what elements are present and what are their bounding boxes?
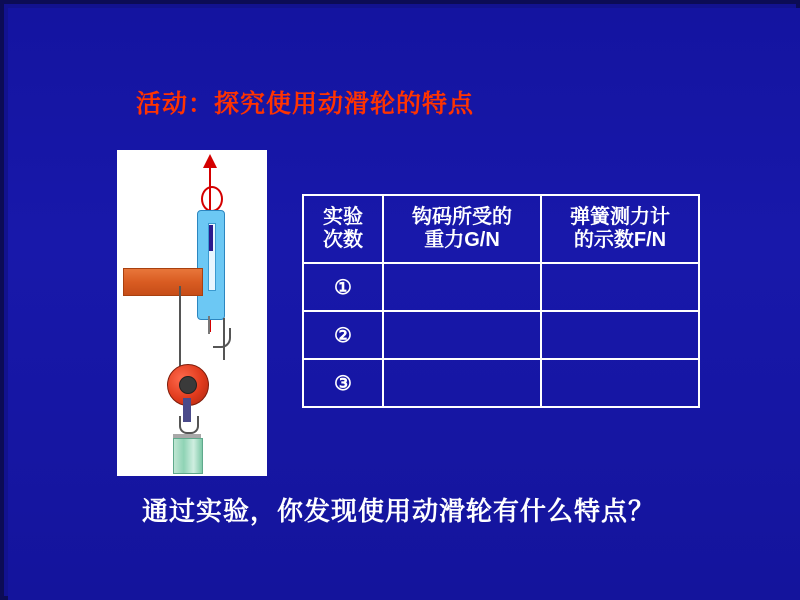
- scale-ring-icon: [201, 186, 223, 212]
- experiment-table: [302, 194, 700, 408]
- bottom-question: 通过实验，你发现使用动滑轮有什么特点？: [142, 496, 656, 526]
- cell-gravity-value[interactable]: [383, 311, 541, 359]
- cell-trial-label: ②: [303, 311, 383, 359]
- cell-trial-label: ③: [303, 359, 383, 407]
- wooden-bar: [123, 268, 203, 296]
- experiment-figure: [117, 150, 267, 476]
- rope-hook-icon: [213, 328, 231, 348]
- spring-scale-body: [197, 210, 225, 320]
- cell-trial-label: ①: [303, 263, 383, 311]
- header-weight-gravity: 钩码所受的 重力G/N: [383, 195, 541, 263]
- table-row: [303, 359, 699, 407]
- experiment-table-wrapper: [302, 194, 692, 408]
- table-row: [303, 311, 699, 359]
- spring-scale-indicator: [209, 225, 213, 251]
- hanging-weight: [173, 438, 203, 474]
- cell-gravity-value[interactable]: [383, 263, 541, 311]
- header-trial-number: 实验 次数: [303, 195, 383, 263]
- cell-force-value[interactable]: [541, 263, 699, 311]
- pulley-hook-icon: [179, 416, 199, 434]
- table-row: [303, 263, 699, 311]
- page-title: 活动：探究使用动滑轮的特点: [136, 90, 475, 118]
- movable-pulley-axle: [179, 376, 197, 394]
- cell-gravity-value[interactable]: [383, 359, 541, 407]
- header-spring-scale-reading: 弹簧测力计 的示数F/N: [541, 195, 699, 263]
- table-header-row: [303, 195, 699, 263]
- cell-force-value[interactable]: [541, 359, 699, 407]
- cell-force-value[interactable]: [541, 311, 699, 359]
- spring-scale-hook: [208, 316, 210, 334]
